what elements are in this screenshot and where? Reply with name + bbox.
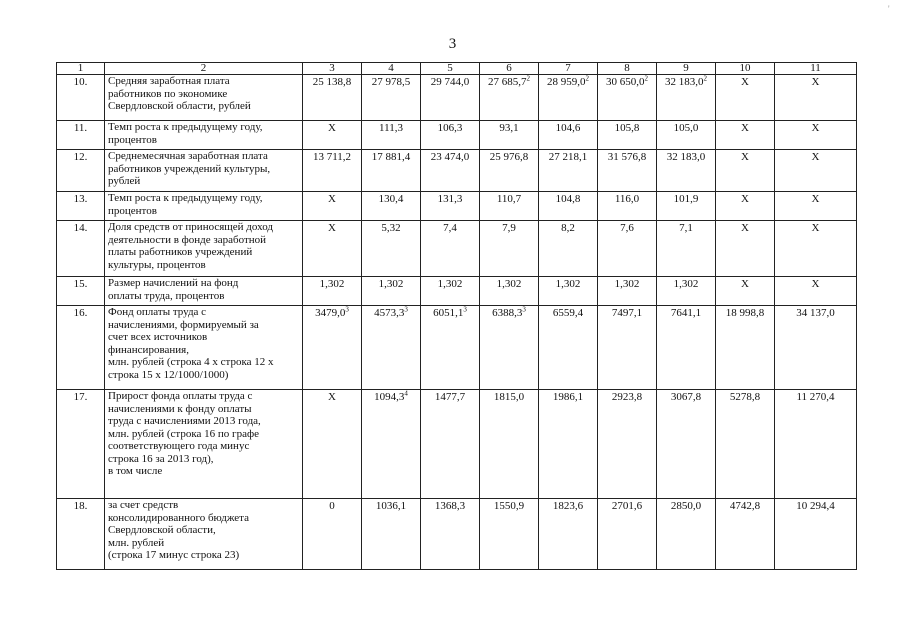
cell-value: 11 270,4 bbox=[796, 391, 835, 403]
cell-value: 27 978,5 bbox=[371, 76, 411, 88]
cell-value: 111,3 bbox=[379, 122, 403, 134]
row-description bbox=[105, 277, 303, 306]
cell-value: 105,0 bbox=[673, 122, 699, 134]
value-cell bbox=[539, 221, 598, 277]
cell-value: 106,3 bbox=[437, 122, 463, 134]
value-cell bbox=[539, 390, 598, 499]
cell-value: 2923,8 bbox=[611, 391, 643, 403]
cell-value: 1550,9 bbox=[493, 500, 525, 512]
cell-value: 17 881,4 bbox=[371, 151, 411, 163]
footnote-mark: 3 bbox=[463, 305, 467, 314]
cell-value: X bbox=[741, 122, 749, 134]
row-description-line: Средняя заработная плата bbox=[108, 75, 230, 87]
cell-value: 1815,0 bbox=[493, 391, 525, 403]
row-description-line: млн. рублей (строка 16 по графе bbox=[108, 427, 259, 440]
value-cell bbox=[716, 390, 775, 499]
value-cell bbox=[775, 390, 857, 499]
column-header-7: 7 bbox=[539, 63, 598, 75]
value-cell bbox=[480, 277, 539, 306]
cell-value: 1477,7 bbox=[434, 391, 466, 403]
value-cell bbox=[598, 499, 657, 570]
cell-value: 131,3 bbox=[437, 193, 463, 205]
cell-value: 0 bbox=[329, 500, 335, 512]
cell-value: X bbox=[741, 278, 749, 290]
cell-value: 1823,6 bbox=[552, 500, 584, 512]
cell-value: 18 998,8 bbox=[725, 307, 765, 319]
footnote-mark: 4 bbox=[404, 389, 408, 398]
row-description-line: счет всех источников bbox=[108, 331, 208, 343]
row-description bbox=[105, 192, 303, 221]
value-cell bbox=[421, 306, 480, 390]
cell-value: X bbox=[811, 278, 820, 290]
cell-value: 104,6 bbox=[555, 122, 581, 134]
value-cell bbox=[657, 192, 716, 221]
cell-value: 130,4 bbox=[378, 193, 404, 205]
row-description bbox=[105, 306, 303, 390]
value-cell bbox=[303, 306, 362, 390]
row-number: 13. bbox=[57, 192, 105, 221]
cell-value: 13 711,2 bbox=[312, 151, 352, 163]
value-cell bbox=[303, 499, 362, 570]
cell-value: 105,8 bbox=[614, 122, 640, 134]
value-cell bbox=[539, 192, 598, 221]
cell-value: 7,1 bbox=[679, 222, 693, 234]
table-row bbox=[57, 499, 857, 570]
footnote-mark: 2 bbox=[703, 74, 707, 83]
footnote-mark: 2 bbox=[644, 74, 648, 83]
row-description-line: работников учреждений культуры, bbox=[108, 162, 271, 175]
row-description bbox=[105, 150, 303, 192]
cell-value: 28 959,0 bbox=[547, 76, 586, 88]
cell-value: 7497,1 bbox=[611, 307, 643, 319]
cell-value: 1036,1 bbox=[375, 500, 407, 512]
cell-value: 101,9 bbox=[673, 193, 699, 205]
value-cell bbox=[539, 277, 598, 306]
value-cell bbox=[775, 277, 857, 306]
value-cell bbox=[657, 221, 716, 277]
cell-value: 7,4 bbox=[443, 222, 457, 234]
value-cell bbox=[716, 75, 775, 121]
row-description-line: деятельности в фонде заработной bbox=[108, 233, 267, 246]
value-cell bbox=[303, 277, 362, 306]
cell-value: 7,9 bbox=[502, 222, 516, 234]
value-cell bbox=[657, 499, 716, 570]
cell-value: 6559,4 bbox=[552, 307, 584, 319]
column-header-5: 5 bbox=[421, 63, 480, 75]
row-description-line: за счет средств bbox=[108, 499, 179, 511]
value-cell bbox=[362, 499, 421, 570]
value-cell bbox=[657, 306, 716, 390]
value-cell bbox=[716, 306, 775, 390]
value-cell bbox=[657, 75, 716, 121]
value-cell bbox=[775, 192, 857, 221]
value-cell bbox=[303, 150, 362, 192]
cell-value: 27 685,7 bbox=[488, 76, 527, 88]
footnote-mark: 3 bbox=[404, 305, 408, 314]
value-cell bbox=[480, 306, 539, 390]
row-description-line: млн. рублей bbox=[108, 536, 165, 549]
value-cell bbox=[539, 121, 598, 150]
value-cell bbox=[362, 192, 421, 221]
header-row bbox=[57, 63, 857, 75]
cell-value: X bbox=[741, 222, 749, 234]
row-description-line: строка 16 за 2013 год), bbox=[108, 452, 214, 465]
row-number: 17. bbox=[57, 390, 105, 499]
cell-value: 29 744,0 bbox=[430, 76, 470, 88]
table-row bbox=[57, 150, 857, 192]
value-cell bbox=[657, 150, 716, 192]
value-cell bbox=[539, 150, 598, 192]
cell-value: 27 218,1 bbox=[548, 151, 588, 163]
column-header-11: 11 bbox=[775, 63, 857, 75]
column-header-8: 8 bbox=[598, 63, 657, 75]
value-cell bbox=[775, 306, 857, 390]
cell-value: 1,302 bbox=[614, 278, 640, 290]
value-cell bbox=[775, 499, 857, 570]
cell-value: 6051,1 bbox=[433, 307, 464, 319]
value-cell bbox=[362, 221, 421, 277]
table-row bbox=[57, 306, 857, 390]
row-description-line: Свердловской области, bbox=[108, 524, 216, 536]
value-cell bbox=[598, 221, 657, 277]
value-cell bbox=[716, 150, 775, 192]
value-cell bbox=[657, 277, 716, 306]
cell-value: 3479,0 bbox=[315, 307, 346, 319]
cell-value: 10 294,4 bbox=[796, 500, 835, 512]
value-cell bbox=[303, 121, 362, 150]
row-description-line: начислениями, формируемый за bbox=[108, 318, 259, 331]
cell-value: 116,0 bbox=[614, 193, 640, 205]
row-description bbox=[105, 121, 303, 150]
value-cell bbox=[362, 150, 421, 192]
cell-value: 93,1 bbox=[499, 122, 519, 134]
row-description-line: платы работников учреждений bbox=[108, 246, 253, 258]
cell-value: 1368,3 bbox=[434, 500, 466, 512]
table-row bbox=[57, 390, 857, 499]
value-cell bbox=[362, 121, 421, 150]
value-cell bbox=[716, 277, 775, 306]
cell-value: 2701,6 bbox=[611, 500, 643, 512]
cell-value: 110,7 bbox=[496, 193, 522, 205]
cell-value: 1,302 bbox=[673, 278, 699, 290]
value-cell bbox=[421, 75, 480, 121]
table-row bbox=[57, 75, 857, 121]
row-description-line: Свердловской области, рублей bbox=[108, 100, 251, 112]
value-cell bbox=[598, 277, 657, 306]
value-cell bbox=[716, 192, 775, 221]
value-cell bbox=[539, 499, 598, 570]
value-cell bbox=[598, 192, 657, 221]
value-cell bbox=[775, 150, 857, 192]
row-description-line: в том числе bbox=[108, 465, 163, 477]
cell-value: 2850,0 bbox=[670, 500, 702, 512]
cell-value: X bbox=[811, 76, 820, 88]
value-cell bbox=[480, 121, 539, 150]
row-description-line: соответствующего года минус bbox=[108, 440, 250, 452]
cell-value: 4742,8 bbox=[729, 500, 761, 512]
table-row bbox=[57, 221, 857, 277]
cell-value: X bbox=[328, 193, 336, 205]
cell-value: 6388,3 bbox=[492, 307, 523, 319]
row-number: 18. bbox=[57, 499, 105, 570]
row-description-line: Доля средств от приносящей доход bbox=[108, 221, 273, 233]
value-cell bbox=[480, 75, 539, 121]
row-number: 12. bbox=[57, 150, 105, 192]
value-cell bbox=[303, 75, 362, 121]
value-cell bbox=[598, 121, 657, 150]
value-cell bbox=[657, 121, 716, 150]
cell-value: 5,32 bbox=[381, 222, 401, 234]
row-description-line: процентов bbox=[108, 133, 157, 146]
row-description bbox=[105, 75, 303, 121]
table-row bbox=[57, 277, 857, 306]
row-description-line: труда с начислениями 2013 года, bbox=[108, 415, 261, 427]
cell-value: 25 976,8 bbox=[489, 151, 529, 163]
value-cell bbox=[421, 192, 480, 221]
value-cell bbox=[303, 192, 362, 221]
footnote-mark: 2 bbox=[585, 74, 589, 83]
cell-value: 5278,8 bbox=[729, 391, 761, 403]
row-description-line: Темп роста к предыдущему году, bbox=[108, 121, 263, 133]
row-description bbox=[105, 221, 303, 277]
value-cell bbox=[598, 390, 657, 499]
column-header-4: 4 bbox=[362, 63, 421, 75]
cell-value: 1,302 bbox=[496, 278, 522, 290]
row-number: 11. bbox=[57, 121, 105, 150]
value-cell bbox=[362, 390, 421, 499]
cell-value: 1,302 bbox=[378, 278, 404, 290]
value-cell bbox=[421, 221, 480, 277]
cell-value: 1,302 bbox=[555, 278, 581, 290]
cell-value: 7641,1 bbox=[670, 307, 702, 319]
row-number: 15. bbox=[57, 277, 105, 306]
column-header-3: 3 bbox=[303, 63, 362, 75]
value-cell bbox=[775, 75, 857, 121]
row-description-line: финансирования, bbox=[108, 343, 189, 356]
row-number: 16. bbox=[57, 306, 105, 390]
table-row bbox=[57, 192, 857, 221]
value-cell bbox=[716, 221, 775, 277]
column-header-10: 10 bbox=[716, 63, 775, 75]
value-cell bbox=[421, 499, 480, 570]
cell-value: 1,302 bbox=[437, 278, 463, 290]
cell-value: 32 183,0 bbox=[666, 151, 706, 163]
cell-value: X bbox=[741, 151, 749, 163]
row-number: 14. bbox=[57, 221, 105, 277]
value-cell bbox=[421, 390, 480, 499]
value-cell bbox=[480, 390, 539, 499]
corner-mark: ' bbox=[888, 4, 890, 14]
cell-value: X bbox=[328, 391, 336, 403]
value-cell bbox=[480, 499, 539, 570]
row-description-line: оплаты труда, процентов bbox=[108, 289, 225, 302]
cell-value: X bbox=[328, 122, 336, 134]
cell-value: 7,6 bbox=[620, 222, 634, 234]
value-cell bbox=[362, 75, 421, 121]
row-description-line: начислениями к фонду оплаты bbox=[108, 402, 252, 415]
table-body bbox=[57, 63, 857, 570]
value-cell bbox=[657, 390, 716, 499]
footnote-mark: 2 bbox=[526, 74, 530, 83]
cell-value: 34 137,0 bbox=[796, 307, 835, 319]
footnote-mark: 3 bbox=[345, 305, 349, 314]
value-cell bbox=[716, 499, 775, 570]
cell-value: X bbox=[328, 222, 336, 234]
cell-value: X bbox=[811, 122, 820, 134]
cell-value: 8,2 bbox=[561, 222, 575, 234]
cell-value: 31 576,8 bbox=[607, 151, 647, 163]
row-description bbox=[105, 499, 303, 570]
row-description-line: процентов bbox=[108, 204, 157, 217]
cell-value: 25 138,8 bbox=[312, 76, 352, 88]
value-cell bbox=[421, 277, 480, 306]
cell-value: 30 650,0 bbox=[606, 76, 645, 88]
value-cell bbox=[362, 277, 421, 306]
cell-value: 32 183,0 bbox=[665, 76, 704, 88]
cell-value: X bbox=[741, 76, 749, 88]
cell-value: 1986,1 bbox=[552, 391, 584, 403]
value-cell bbox=[303, 390, 362, 499]
row-description-line: Размер начислений на фонд bbox=[108, 277, 239, 289]
column-header-6: 6 bbox=[480, 63, 539, 75]
value-cell bbox=[421, 121, 480, 150]
cell-value: X bbox=[811, 193, 820, 205]
row-description bbox=[105, 390, 303, 499]
value-cell bbox=[716, 121, 775, 150]
cell-value: X bbox=[811, 151, 820, 163]
value-cell bbox=[480, 150, 539, 192]
value-cell bbox=[480, 221, 539, 277]
row-description-line: рублей bbox=[108, 175, 141, 187]
table-row bbox=[57, 121, 857, 150]
row-description-line: культуры, процентов bbox=[108, 258, 206, 271]
cell-value: 23 474,0 bbox=[430, 151, 470, 163]
value-cell bbox=[421, 150, 480, 192]
data-table bbox=[56, 62, 857, 570]
column-header-1: 1 bbox=[57, 63, 105, 75]
cell-value: X bbox=[741, 193, 749, 205]
row-description-line: работников по экономике bbox=[108, 87, 228, 100]
row-description-line: Среднемесячная заработная плата bbox=[108, 150, 268, 162]
value-cell bbox=[539, 75, 598, 121]
cell-value: 1094,3 bbox=[374, 391, 405, 403]
row-description-line: Прирост фонда оплаты труда с bbox=[108, 390, 253, 402]
value-cell bbox=[598, 150, 657, 192]
column-header-2: 2 bbox=[105, 63, 303, 75]
value-cell bbox=[303, 221, 362, 277]
value-cell bbox=[539, 306, 598, 390]
cell-value: 4573,3 bbox=[374, 307, 405, 319]
row-description-line: (строка 17 минус строка 23) bbox=[108, 549, 240, 561]
row-description-line: млн. рублей (строка 4 х строка 12 х bbox=[108, 356, 274, 368]
page-number: 3 bbox=[448, 36, 457, 52]
column-header-9: 9 bbox=[657, 63, 716, 75]
value-cell bbox=[775, 121, 857, 150]
value-cell bbox=[362, 306, 421, 390]
row-description-line: Темп роста к предыдущему году, bbox=[108, 192, 263, 204]
value-cell bbox=[598, 75, 657, 121]
footnote-mark: 3 bbox=[522, 305, 526, 314]
cell-value: 3067,8 bbox=[670, 391, 702, 403]
cell-value: 1,302 bbox=[319, 278, 345, 290]
cell-value: 104,8 bbox=[555, 193, 581, 205]
value-cell bbox=[598, 306, 657, 390]
cell-value: X bbox=[811, 222, 820, 234]
row-description-line: Фонд оплаты труда с bbox=[108, 306, 207, 318]
value-cell bbox=[775, 221, 857, 277]
value-cell bbox=[480, 192, 539, 221]
row-description-line: консолидированного бюджета bbox=[108, 511, 249, 524]
row-number: 10. bbox=[57, 75, 105, 121]
row-description-line: строка 15 х 12/1000/1000) bbox=[108, 368, 229, 381]
